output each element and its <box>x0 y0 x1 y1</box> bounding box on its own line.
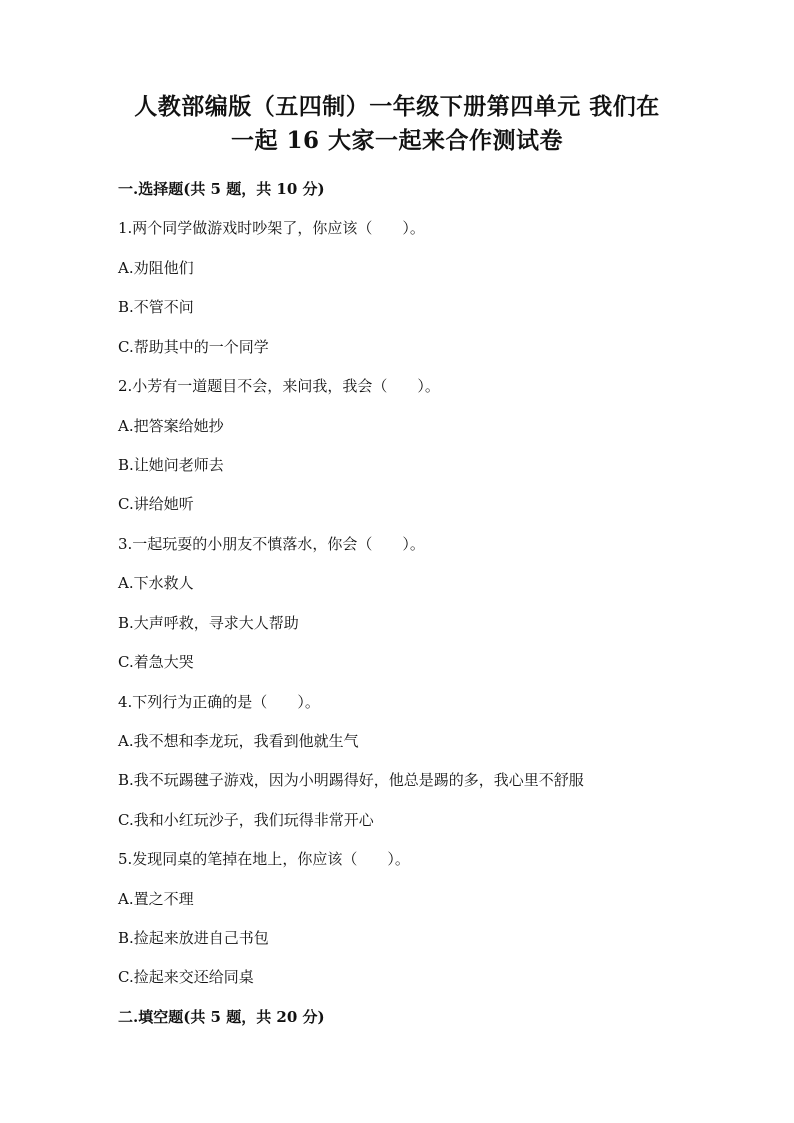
question-option: A.置之不理 <box>118 890 194 908</box>
question-option: B.大声呼救，寻求大人帮助 <box>118 614 299 632</box>
question-option: C.捡起来交还给同桌 <box>118 968 254 986</box>
question-stem: 4.下列行为正确的是（ ）。 <box>118 693 320 711</box>
question-option: C.我和小红玩沙子，我们玩得非常开心 <box>118 811 374 829</box>
question-option: B.让她问老师去 <box>118 456 224 474</box>
section-header-choice: 一.选择题(共 5 题，共 10 分) <box>118 180 325 198</box>
question-option: C.讲给她听 <box>118 495 194 513</box>
question-stem: 2.小芳有一道题目不会，来问我，我会（ ）。 <box>118 377 440 395</box>
question-option: C.帮助其中的一个同学 <box>118 338 269 356</box>
question-stem: 3.一起玩耍的小朋友不慎落水，你会（ ）。 <box>118 535 425 553</box>
question-option: B.捡起来放进自己书包 <box>118 929 269 947</box>
exam-title <box>80 90 714 158</box>
exam-title-line-1: 人教部编版（五四制）一年级下册第四单元 我们在 <box>134 93 660 120</box>
question-option: C.着急大哭 <box>118 653 194 671</box>
question-option: A.劝阻他们 <box>118 259 194 277</box>
question-option: B.不管不问 <box>118 298 194 316</box>
question-stem: 1.两个同学做游戏时吵架了，你应该（ ）。 <box>118 219 425 237</box>
question-option: A.下水救人 <box>118 574 194 592</box>
question-option: B.我不玩踢毽子游戏，因为小明踢得好，他总是踢的多，我心里不舒服 <box>118 771 584 789</box>
section-header-fill: 二.填空题(共 5 题，共 20 分) <box>118 1008 325 1026</box>
exam-title-line-2: 一起 16 大家一起来合作测试卷 <box>230 127 564 154</box>
question-option: A.把答案给她抄 <box>118 417 224 435</box>
question-stem: 5.发现同桌的笔掉在地上，你应该（ ）。 <box>118 850 410 868</box>
question-option: A.我不想和李龙玩，我看到他就生气 <box>118 732 359 750</box>
